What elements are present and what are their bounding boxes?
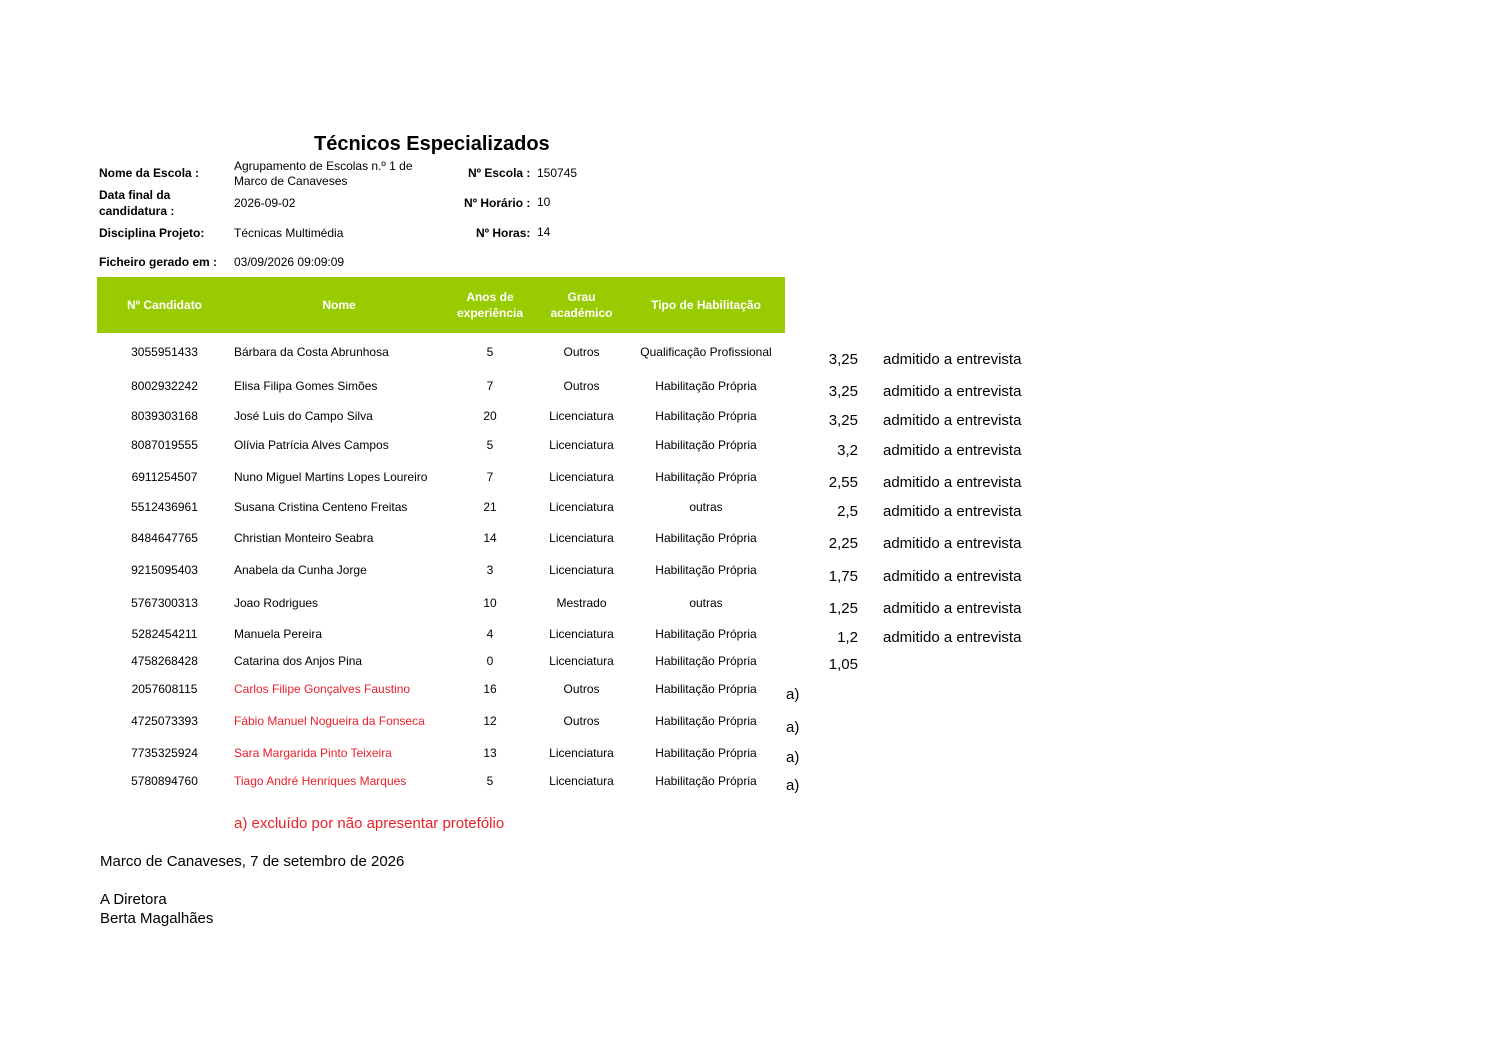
candidate-status: admitido a entrevista [883,568,1022,585]
candidate-number: 5282454211 [131,627,198,641]
candidate-name: Nuno Miguel Martins Lopes Loureiro [234,470,428,484]
candidate-number: 6911254507 [131,470,198,484]
candidate-name: Olívia Patrícia Alves Campos [234,438,389,452]
years-experience: 4 [486,627,494,641]
candidate-name: Susana Cristina Centeno Freitas [234,500,408,514]
hours-value: 14 [537,225,551,239]
exclusion-mark: a) [786,749,800,766]
qualification-type: Habilitação Própria [655,470,757,484]
years-experience: 14 [483,531,497,545]
years-experience: 5 [486,438,494,452]
qualification-type: Habilitação Própria [655,714,757,728]
qualification-type: Habilitação Própria [655,379,757,393]
years-experience: 5 [486,345,494,359]
table-row [0,345,1497,365]
table-row [0,627,1497,647]
candidate-name: Fábio Manuel Nogueira da Fonseca [234,714,425,728]
years-experience: 3 [486,563,494,577]
table-row [0,682,1497,702]
header-candidate-number: Nº Candidato [126,298,203,312]
candidate-name: Catarina dos Anjos Pina [234,654,363,668]
years-experience: 16 [483,682,497,696]
academic-degree: Mestrado [556,596,607,610]
hours-label: Nº Horas: [476,226,531,240]
candidate-number: 8484647765 [131,531,198,545]
exclusion-note: a) excluído por não apresentar protefólio [234,815,505,832]
qualification-type: Habilitação Própria [655,746,757,760]
candidate-score: 3,2 [837,442,858,459]
candidate-score: 2,25 [828,535,858,552]
schedule-number-label: Nº Horário : [464,196,531,210]
candidate-name: José Luis do Campo Silva [234,409,373,423]
years-experience: 21 [483,500,497,514]
header-name: Nome [322,298,356,312]
candidate-score: 1,2 [837,629,858,646]
subject-label: Disciplina Projeto: [99,226,205,240]
deadline-value: 2026-09-02 [234,196,296,210]
academic-degree: Licenciatura [549,470,614,484]
place-date: Marco de Canaveses, 7 de setembro de 2026 [100,853,405,870]
academic-degree: Outros [563,379,600,393]
candidate-score: 3,25 [828,383,858,400]
years-experience: 12 [483,714,497,728]
candidate-score: 2,5 [837,503,858,520]
candidate-number: 4725073393 [131,714,198,728]
academic-degree: Outros [563,714,600,728]
table-row [0,746,1497,766]
qualification-type: Habilitação Própria [655,531,757,545]
years-experience: 5 [486,774,494,788]
table-row [0,409,1497,429]
qualification-type: Qualificação Profissional [640,345,772,359]
candidate-number: 5767300313 [131,596,198,610]
years-experience: 13 [483,746,497,760]
schedule-number: 10 [537,195,551,209]
academic-degree: Licenciatura [549,438,614,452]
candidate-status: admitido a entrevista [883,600,1022,617]
school-name-line1: Agrupamento de Escolas n.º 1 de [234,159,413,173]
school-number: 150745 [537,166,578,180]
academic-degree: Licenciatura [549,654,614,668]
table-header [97,277,785,333]
candidate-number: 9215095403 [131,563,198,577]
academic-degree: Licenciatura [549,531,614,545]
academic-degree: Licenciatura [549,500,614,514]
candidate-status: admitido a entrevista [883,351,1022,368]
academic-degree: Outros [563,682,600,696]
academic-degree: Licenciatura [549,746,614,760]
candidate-status: admitido a entrevista [883,535,1022,552]
candidate-name: Manuela Pereira [234,627,323,641]
years-experience: 0 [486,654,494,668]
school-name-line2: Marco de Canaveses [234,174,348,188]
candidate-status: admitido a entrevista [883,503,1022,520]
signer-name: Berta Magalhães [100,910,214,927]
school-number-label: Nº Escola : [468,166,531,180]
candidate-score: 1,05 [828,656,858,673]
candidate-name: Tiago André Henriques Marques [234,774,407,788]
candidate-score: 1,25 [828,600,858,617]
candidate-status: admitido a entrevista [883,442,1022,459]
qualification-type: Habilitação Própria [655,627,757,641]
candidate-status: admitido a entrevista [883,474,1022,491]
candidate-number: 5512436961 [131,500,198,514]
table-row [0,500,1497,520]
candidate-number: 7735325924 [131,746,198,760]
exclusion-mark: a) [786,686,800,703]
academic-degree: Licenciatura [549,563,614,577]
candidate-status: admitido a entrevista [883,629,1022,646]
header-degree: Grau académico [550,290,613,320]
deadline-label-line1: Data final da [99,188,171,202]
qualification-type: outras [689,596,723,610]
candidate-name: Bárbara da Costa Abrunhosa [234,345,389,359]
qualification-type: Habilitação Própria [655,563,757,577]
header-qualification-type: Tipo de Habilitação [651,298,761,312]
table-row [0,714,1497,734]
generated-label: Ficheiro gerado em : [99,255,218,269]
table-row [0,531,1497,551]
candidate-number: 8039303168 [131,409,198,423]
header-experience: Anos de experiência [456,290,524,320]
table-row [0,470,1497,490]
candidate-number: 4758268428 [131,654,198,668]
table-row [0,774,1497,794]
qualification-type: Habilitação Própria [655,774,757,788]
academic-degree: Licenciatura [549,774,614,788]
candidate-score: 1,75 [828,568,858,585]
academic-degree: Outros [563,345,600,359]
candidate-name: Elisa Filipa Gomes Simões [234,379,378,393]
exclusion-mark: a) [786,719,800,736]
qualification-type: Habilitação Própria [655,654,757,668]
candidate-number: 5780894760 [131,774,198,788]
candidate-name: Christian Monteiro Seabra [234,531,374,545]
qualification-type: Habilitação Própria [655,438,757,452]
years-experience: 20 [483,409,497,423]
subject-value: Técnicas Multimédia [234,226,344,240]
signer-role: A Diretora [100,891,167,908]
candidate-number: 8087019555 [131,438,198,452]
candidate-name: Joao Rodrigues [234,596,319,610]
candidate-score: 3,25 [828,351,858,368]
deadline-label-line2: candidatura : [99,204,175,218]
candidate-name: Carlos Filipe Gonçalves Faustino [234,682,411,696]
page-title: Técnicos Especializados [314,133,550,155]
table-row [0,563,1497,583]
table-row [0,438,1497,458]
table-row [0,379,1497,399]
qualification-type: Habilitação Própria [655,409,757,423]
academic-degree: Licenciatura [549,627,614,641]
years-experience: 10 [483,596,497,610]
candidate-score: 3,25 [828,412,858,429]
table-row [0,596,1497,616]
years-experience: 7 [486,379,494,393]
qualification-type: outras [689,500,723,514]
qualification-type: Habilitação Própria [655,682,757,696]
candidate-name: Sara Margarida Pinto Teixeira [234,746,392,760]
candidate-number: 8002932242 [131,379,198,393]
table-row [0,654,1497,674]
candidate-score: 2,55 [828,474,858,491]
candidate-status: admitido a entrevista [883,412,1022,429]
school-label: Nome da Escola : [99,166,200,180]
exclusion-mark: a) [786,777,800,794]
candidate-status: admitido a entrevista [883,383,1022,400]
academic-degree: Licenciatura [549,409,614,423]
candidate-number: 3055951433 [131,345,198,359]
candidate-name: Anabela da Cunha Jorge [234,563,367,577]
candidate-number: 2057608115 [131,682,198,696]
generated-value: 03/09/2026 09:09:09 [234,255,345,269]
years-experience: 7 [486,470,494,484]
